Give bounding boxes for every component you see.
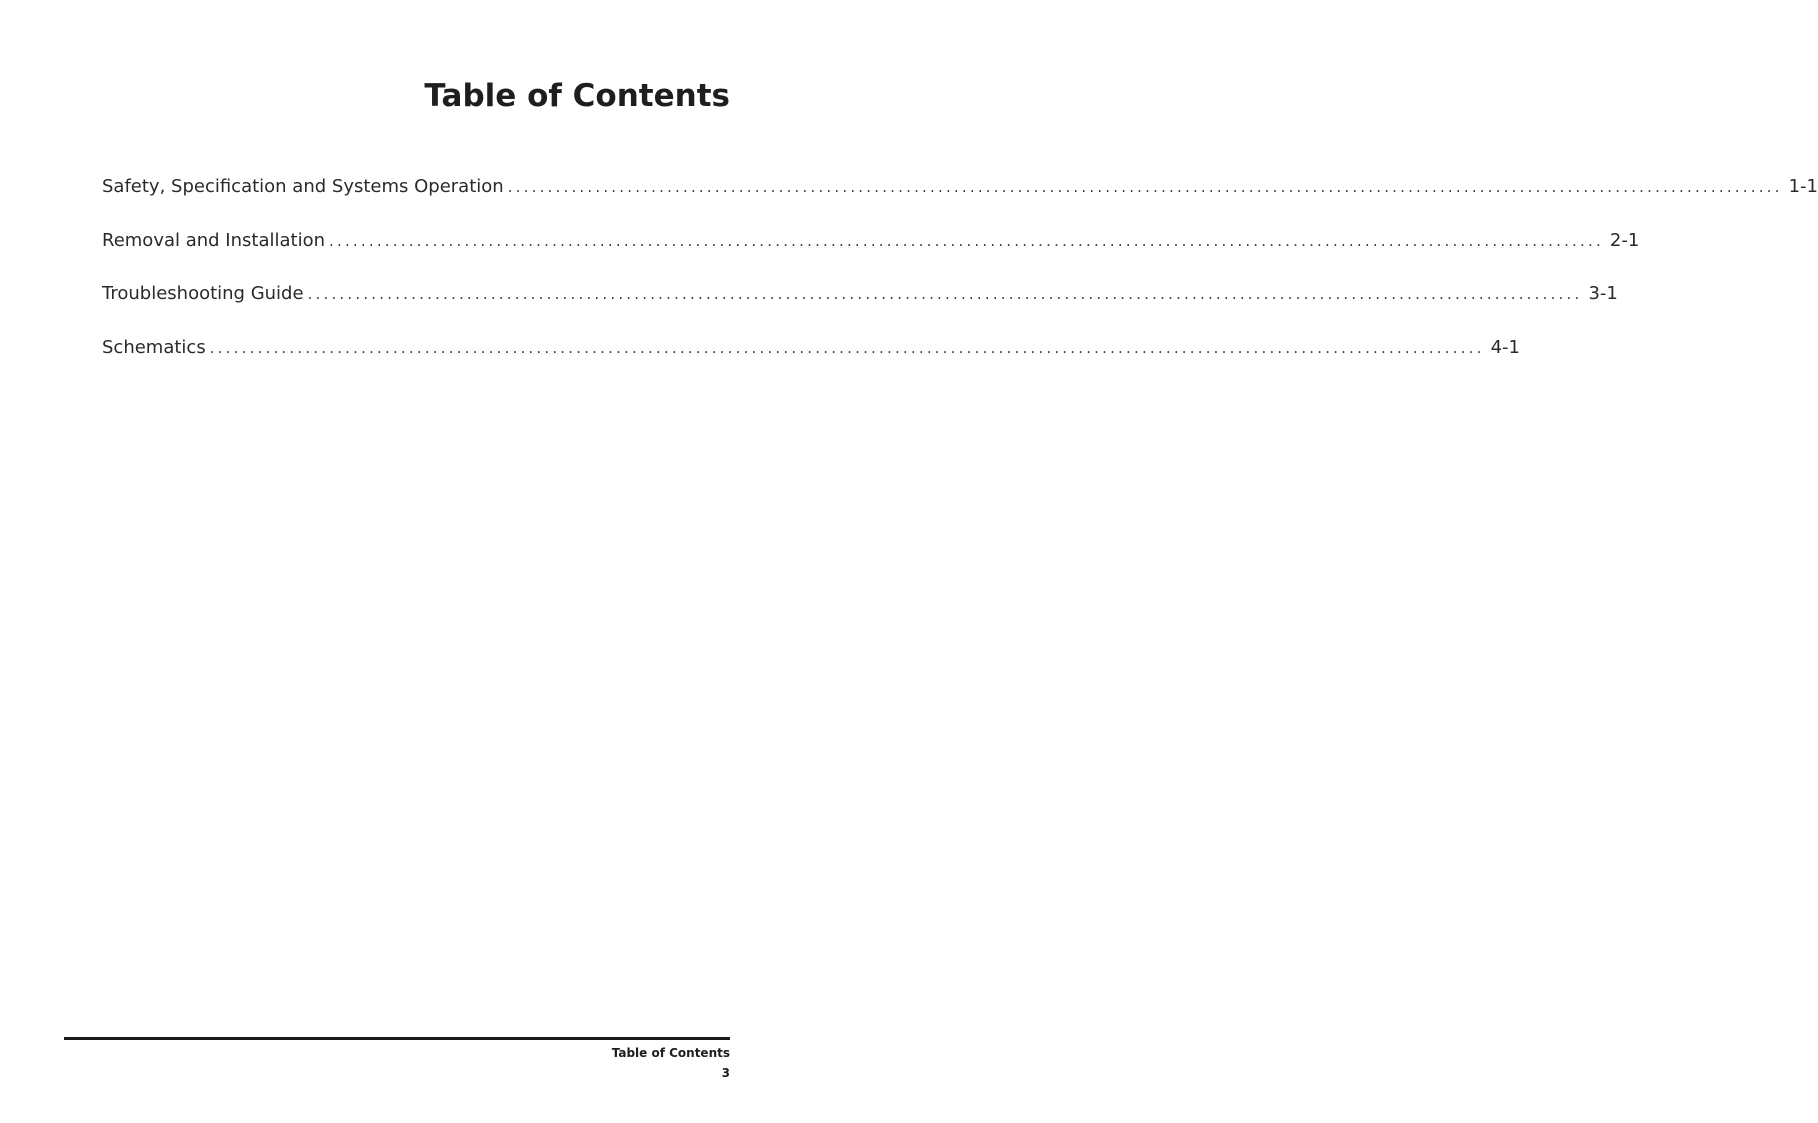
footer-page-number: 3 <box>721 1066 730 1080</box>
toc-entry-label: Troubleshooting Guide <box>102 283 304 304</box>
toc-entry-label: Schematics <box>102 336 206 358</box>
dot-leader: ................................................................................................................................................................ <box>209 338 1485 357</box>
toc-entry-page: 3-1 <box>1588 283 1618 304</box>
toc-entry-troubleshooting-guide[interactable] <box>102 283 1618 315</box>
toc-entry-page: 4-1 <box>1490 336 1520 358</box>
toc-entry-label: Removal and Installation <box>102 229 326 251</box>
footer-section-title: Table of Contents <box>611 1046 730 1060</box>
toc-entry-safety-specification-systems-operation[interactable] <box>102 176 1818 208</box>
toc-entry-label: Safety, Specification and Systems Operation <box>102 176 504 197</box>
toc-entry-schematics[interactable] <box>102 336 1520 369</box>
dot-leader: ................................................................................................................................................................ <box>507 178 1783 196</box>
page-title: Table of Contents <box>424 78 730 114</box>
toc-entry-removal-installation[interactable] <box>102 229 1640 262</box>
dot-leader: ................................................................................................................................................................ <box>307 285 1583 303</box>
footer-divider <box>64 1037 730 1040</box>
toc-list <box>102 176 1818 390</box>
toc-entry-page: 1-1 <box>1788 176 1818 197</box>
dot-leader: ................................................................................................................................................................ <box>329 231 1604 250</box>
toc-entry-page: 2-1 <box>1609 229 1640 251</box>
